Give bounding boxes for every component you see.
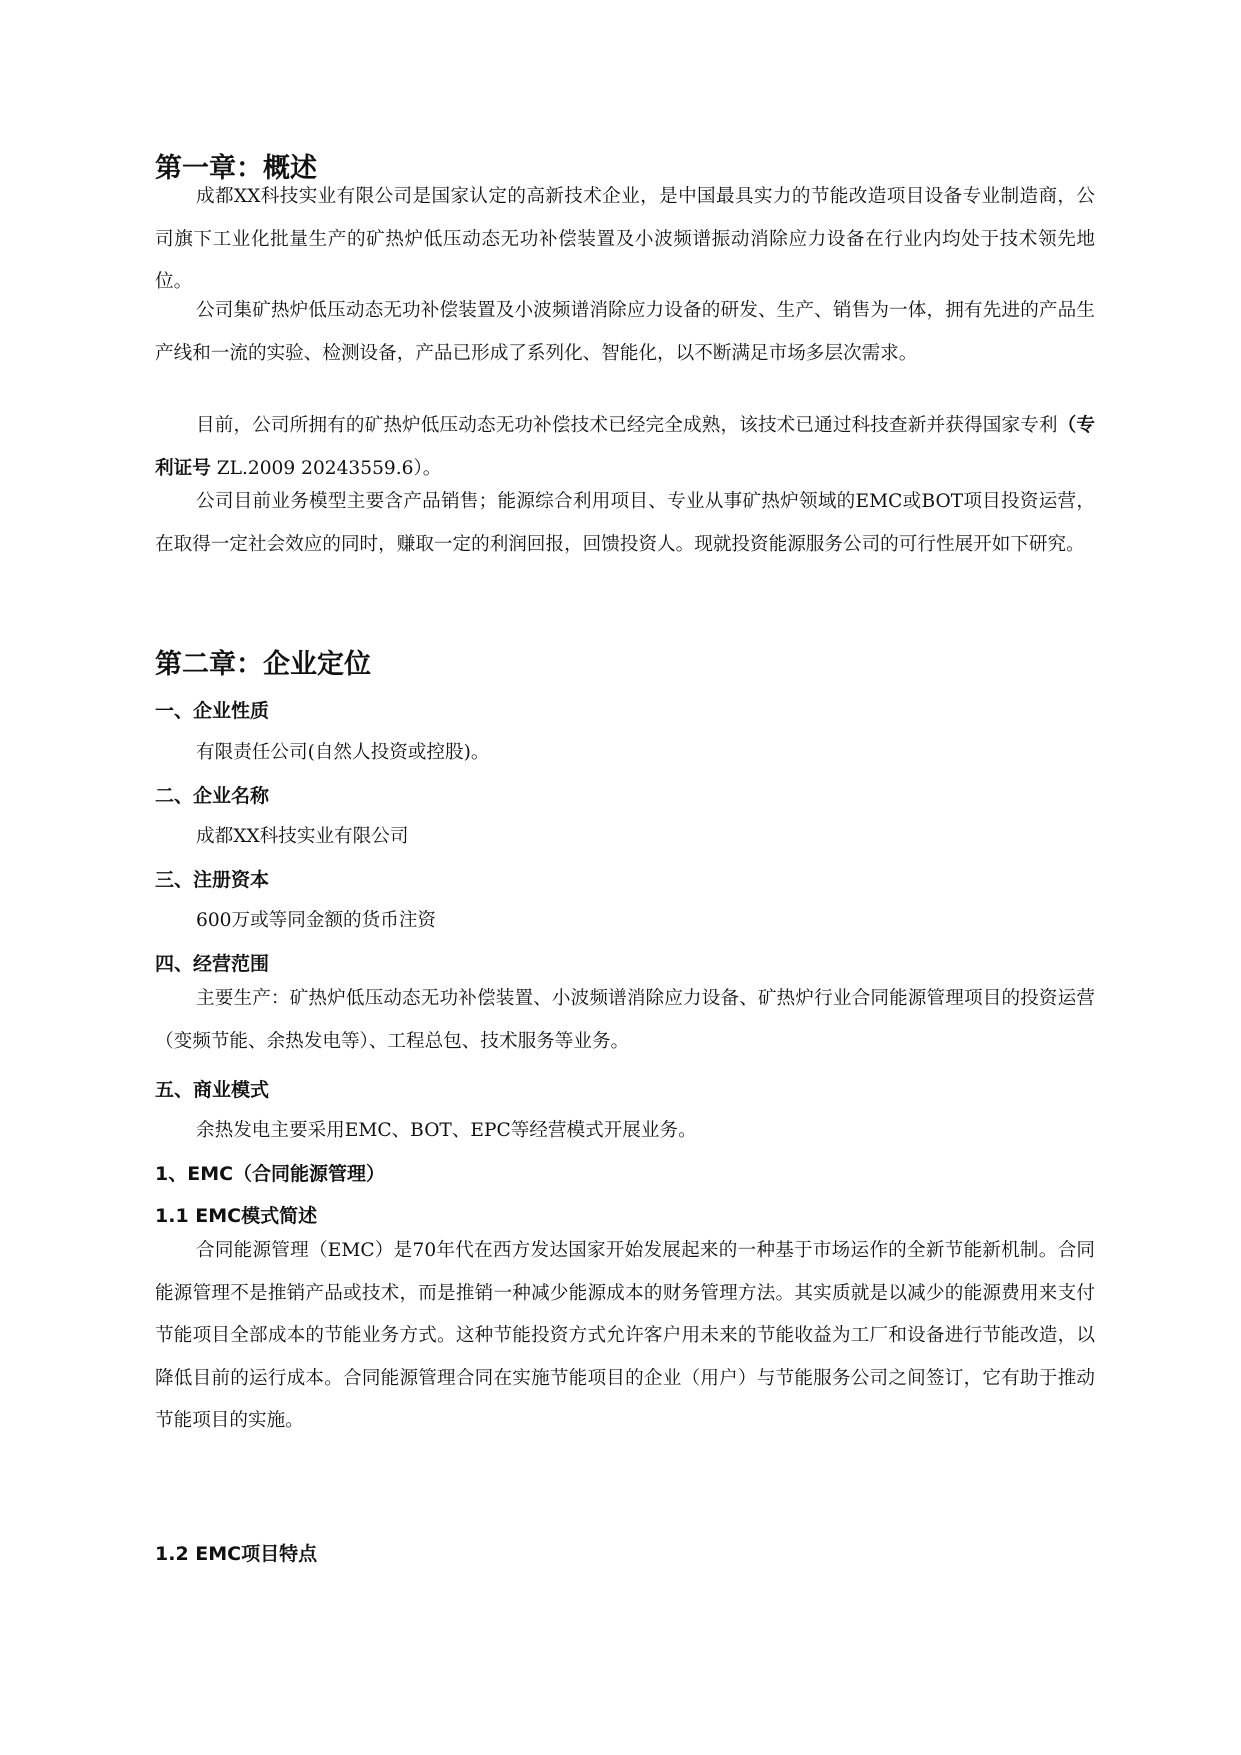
chapter-2-title: 第二章：企业定位 — [155, 649, 371, 680]
patent-label: （专利证号 — [155, 415, 1095, 479]
emc-title: 1、EMC（合同能源管理） — [155, 1163, 386, 1185]
section-2-text: 成都XX科技实业有限公司 — [196, 826, 409, 847]
section-1-text: 有限责任公司(自然人投资或控股)。 — [196, 742, 490, 763]
section-5-text: 余热发电主要采用EMC、BOT、EPC等经营模式开展业务。 — [196, 1120, 697, 1141]
section-5-title: 五、商业模式 — [155, 1079, 270, 1101]
patent-text-before: 目前，公司所拥有的矿热炉低压动态无功补偿技术已经完全成熟，该技术已通过科技查新并获得国家专利 — [196, 415, 1058, 436]
patent-number: ZL.2009 20243559.6）。 — [210, 457, 442, 479]
chapter-1-paragraph-2: 公司集矿热炉低压动态无功补偿装置及小波频谱消除应力设备的研发、生产、销售为一体，拥有先进的产品生产线和一流的实验、检测设备，产品已形成了系列化、智能化，以不断满足市场多层次需求。 — [155, 300, 1095, 364]
section-1-title: 一、企业性质 — [155, 700, 270, 722]
emc-1-2-title: 1.2 EMC项目特点 — [155, 1543, 318, 1565]
section-4-title: 四、经营范围 — [155, 953, 270, 975]
section-2-title: 二、企业名称 — [155, 785, 270, 807]
chapter-1-paragraph-3 — [155, 405, 1095, 490]
emc-1-1-title: 1.1 EMC模式简述 — [155, 1205, 318, 1227]
section-4-text: 主要生产：矿热炉低压动态无功补偿装置、小波频谱消除应力设备、矿热炉行业合同能源管理项目的投资运营（变频节能、余热发电等）、工程总包、技术服务等业务。 — [155, 988, 1095, 1052]
section-3-title: 三、注册资本 — [155, 869, 270, 891]
emc-1-1-text: 合同能源管理（EMC）是70年代在西方发达国家开始发展起来的一种基于市场运作的全新节能新机制。合同能源管理不是推销产品或技术，而是推销一种减少能源成本的财务管理方法。其实质就是以减少的能源费用来支付节能项目全部成本的节能业务方式。这种节能投资方式允许客户用未来的节能收益为工厂和设备进行节能改造，以降低目前的运行成本。合同能源管理合同在实施节能项目的企业（用户）与节能服务公司之间签订，它有助于推动节能项目的实施。 — [155, 1240, 1095, 1431]
chapter-1-paragraph-4: 公司目前业务模型主要含产品销售；能源综合利用项目、专业从事矿热炉领域的EMC或BOT项目投资运营，在取得一定社会效应的同时，赚取一定的利润回报，回馈投资人。现就投资能源服务公司的可行性展开如下研究。 — [155, 491, 1095, 555]
section-3-text: 600万或等同金额的货币注资 — [196, 910, 437, 931]
chapter-1-title: 第一章：概述 — [155, 153, 317, 184]
chapter-1-paragraph-1: 成都XX科技实业有限公司是国家认定的高新技术企业，是中国最具实力的节能改造项目设备专业制造商，公司旗下工业化批量生产的矿热炉低压动态无功补偿装置及小波频谱振动消除应力设备在行业内均处于技术领先地位。 — [155, 186, 1095, 292]
